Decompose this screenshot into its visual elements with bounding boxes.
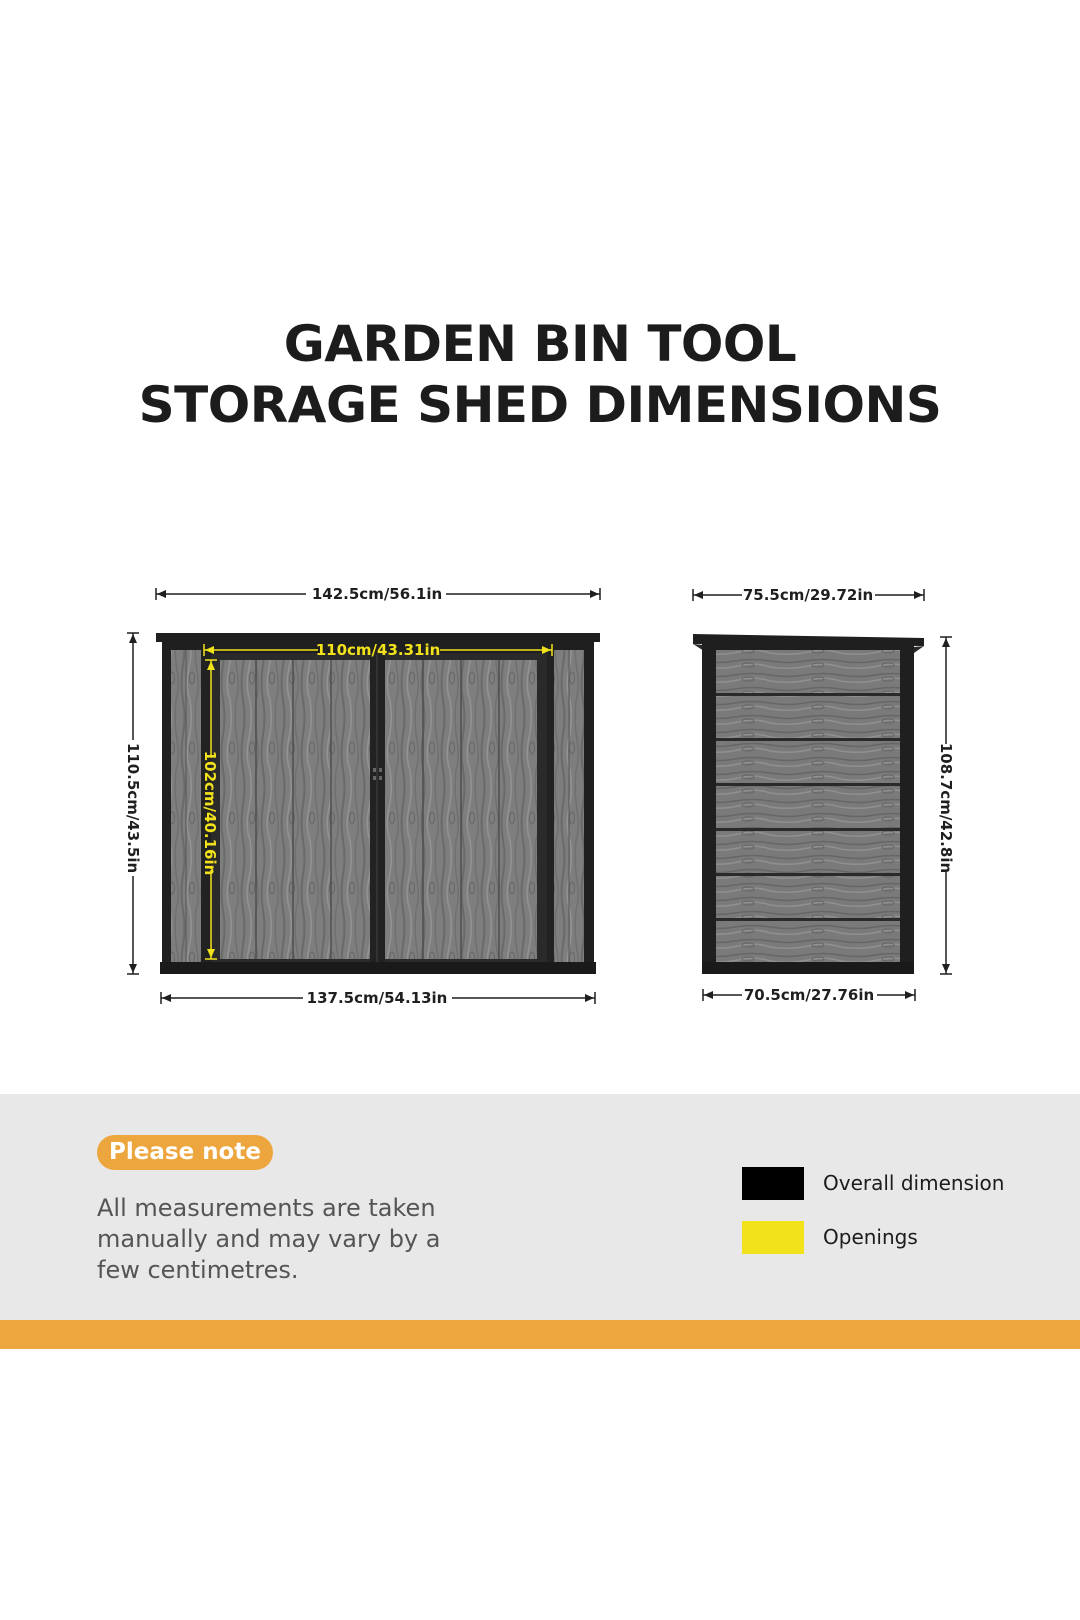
legend-label-openings: Openings <box>823 1225 918 1249</box>
side-view <box>693 586 955 1004</box>
side-height-dimension <box>937 637 955 974</box>
accent-bar <box>0 1320 1080 1349</box>
front-height-label: 110.5cm/43.5in <box>124 742 142 874</box>
side-shed <box>693 634 924 974</box>
note-text: All measurements are taken manually and may vary by a few centimetres. <box>97 1194 441 1284</box>
front-height-dimension <box>124 633 142 974</box>
side-bottom-depth-dimension <box>703 986 915 1004</box>
side-top-depth-label: 75.5cm/29.72in <box>742 586 874 604</box>
front-top-width-dimension <box>156 585 600 603</box>
side-height-label: 108.7cm/42.8in <box>937 742 955 874</box>
front-view <box>124 585 600 1007</box>
front-bottom-width-dimension <box>161 989 595 1007</box>
front-top-width-label: 142.5cm/56.1in <box>311 585 443 603</box>
legend-swatch-yellow <box>742 1221 804 1254</box>
legend-swatch-black <box>742 1167 804 1200</box>
legend-label-overall: Overall dimension <box>823 1171 1005 1195</box>
side-top-depth-dimension <box>693 586 924 604</box>
please-note-badge: Please note <box>97 1135 273 1170</box>
front-opening-height-label: 102cm/40.16in <box>201 750 219 876</box>
side-bottom-depth-label: 70.5cm/27.76in <box>743 986 875 1004</box>
front-opening-width-label: 110cm/43.31in <box>315 641 441 659</box>
front-bottom-width-label: 137.5cm/54.13in <box>306 989 448 1007</box>
front-shed <box>156 633 600 974</box>
title-line-2: STORAGE SHED DIMENSIONS <box>138 376 942 434</box>
title-line-1: GARDEN BIN TOOL <box>283 315 797 373</box>
